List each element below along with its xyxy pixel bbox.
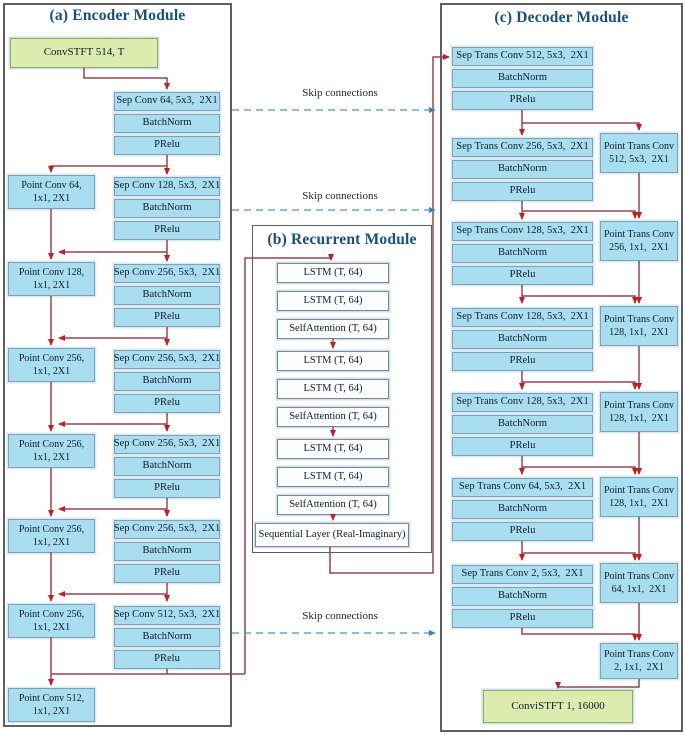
point-trans-conv-label: Point Trans Conv [603,399,675,411]
batchnorm-box: BatchNorm [114,457,220,476]
prelu-box: PRelu [452,522,593,541]
sep-conv-box: Sep Conv 256, 5x3, 2X1 [114,350,220,369]
batchnorm-box: BatchNorm [114,199,220,218]
convistft-box: ConviSTFT 1, 16000 [483,690,633,723]
self-attention-box: SelfAttention (T, 64) [277,495,389,515]
sep-trans-conv-box: Sep Trans Conv 128, 5x3, 2X1 [452,222,593,241]
sep-trans-conv-box: Sep Trans Conv 512, 5x3, 2X1 [452,47,593,66]
point-trans-conv-params: 128, 1x1, 2X1 [609,498,669,509]
point-trans-conv-box [600,133,678,173]
sep-conv-box: Sep Conv 64, 5x3, 2X1 [114,92,220,111]
point-trans-conv-box [600,392,678,432]
batchnorm-box: BatchNorm [114,542,220,561]
point-conv-box: Point Conv 64, 1x1, 2X1 [8,175,95,209]
lstm-box: LSTM (T, 64) [277,291,389,311]
skip-connections-label: Skip connections [302,610,378,622]
point-trans-conv-label: Point Trans Conv [603,313,675,325]
encoder-title: (a) Encoder Module [49,7,186,24]
self-attention-box: SelfAttention (T, 64) [277,319,389,339]
point-trans-conv-params: 64, 1x1, 2X1 [611,584,667,595]
point-trans-conv-params: 128, 1x1, 2X1 [609,413,669,424]
point-conv-box: Point Conv 256, 1x1, 2X1 [8,519,95,553]
prelu-box: PRelu [114,650,220,669]
point-trans-conv-label: Point Trans Conv [603,140,675,152]
prelu-box: PRelu [452,91,593,110]
decoder-title: (c) Decoder Module [494,9,629,26]
point-conv-box: Point Conv 512, 1x1, 2X1 [8,688,95,722]
batchnorm-box: BatchNorm [114,372,220,391]
sep-conv-box: Sep Conv 256, 5x3, 2X1 [114,264,220,283]
prelu-box: PRelu [114,479,220,498]
point-conv-box: Point Conv 256, 1x1, 2X1 [8,348,95,382]
batchnorm-box: BatchNorm [452,415,593,434]
prelu-box: PRelu [114,221,220,240]
point-trans-conv-box [600,563,678,603]
prelu-box: PRelu [452,182,593,201]
batchnorm-box: BatchNorm [114,628,220,647]
sequential-layer-box: Sequential Layer (Real-Imaginary) [255,523,409,547]
prelu-box: PRelu [452,609,593,628]
point-trans-conv-box [600,643,678,679]
point-conv-box: Point Conv 128, 1x1, 2X1 [8,262,95,296]
prelu-box: PRelu [114,308,220,327]
prelu-box: PRelu [114,136,220,155]
batchnorm-box: BatchNorm [114,286,220,305]
sep-trans-conv-box: Sep Trans Conv 128, 5x3, 2X1 [452,308,593,327]
lstm-box: LSTM (T, 64) [277,263,389,283]
sep-trans-conv-box: Sep Trans Conv 128, 5x3, 2X1 [452,393,593,412]
point-trans-conv-label: Point Trans Conv [603,570,675,582]
point-trans-conv-box [600,306,678,346]
convstft-box: ConvSTFT 514, T [10,38,158,68]
point-trans-conv-params: 128, 1x1, 2X1 [609,327,669,338]
prelu-box: PRelu [452,266,593,285]
point-trans-conv-box [600,477,678,517]
sep-trans-conv-box: Sep Trans Conv 256, 5x3, 2X1 [452,138,593,157]
sep-conv-box: Sep Conv 128, 5x3, 2X1 [114,177,220,196]
batchnorm-box: BatchNorm [452,587,593,606]
sep-conv-box: Sep Conv 512, 5x3, 2X1 [114,606,220,625]
point-conv-box: Point Conv 256, 1x1, 2X1 [8,434,95,468]
skip-connections-label: Skip connections [302,190,378,202]
sep-conv-box: Sep Conv 256, 5x3, 2X1 [114,520,220,539]
point-trans-conv-box [600,221,678,261]
point-trans-conv-label: Point Trans Conv [603,484,675,496]
sep-conv-box: Sep Conv 256, 5x3, 2X1 [114,435,220,454]
batchnorm-box: BatchNorm [114,114,220,133]
prelu-box: PRelu [114,394,220,413]
point-conv-box: Point Conv 256, 1x1, 2X1 [8,604,95,638]
lstm-box: LSTM (T, 64) [277,379,389,399]
lstm-box: LSTM (T, 64) [277,351,389,371]
prelu-box: PRelu [452,352,593,371]
batchnorm-box: BatchNorm [452,160,593,179]
point-trans-conv-params: 512, 5x3, 2X1 [609,154,669,165]
self-attention-box: SelfAttention (T, 64) [277,407,389,427]
point-trans-conv-params: 256, 1x1, 2X1 [609,242,669,253]
prelu-box: PRelu [114,564,220,583]
sep-trans-conv-box: Sep Trans Conv 64, 5x3, 2X1 [452,478,593,497]
prelu-box: PRelu [452,437,593,456]
batchnorm-box: BatchNorm [452,69,593,88]
point-trans-conv-params: 2, 1x1, 2X1 [614,662,664,673]
skip-connections-label: Skip connections [302,87,378,99]
sep-trans-conv-box: Sep Trans Conv 2, 5x3, 2X1 [452,565,593,584]
recurrent-title: (b) Recurrent Module [267,231,417,248]
lstm-box: LSTM (T, 64) [277,467,389,487]
batchnorm-box: BatchNorm [452,244,593,263]
batchnorm-box: BatchNorm [452,330,593,349]
point-trans-conv-label: Point Trans Conv [603,648,675,660]
point-trans-conv-label: Point Trans Conv [603,228,675,240]
lstm-box: LSTM (T, 64) [277,439,389,459]
batchnorm-box: BatchNorm [452,500,593,519]
